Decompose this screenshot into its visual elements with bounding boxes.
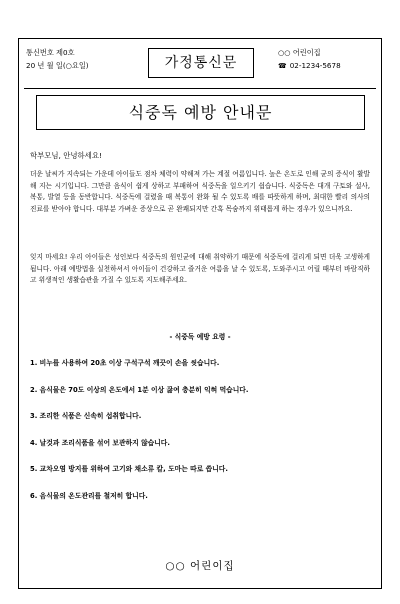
issue-date: 20 년 월 일(○요일) <box>26 61 89 70</box>
sender-phone-line <box>278 59 378 73</box>
prevention-section-title: - 식중독 예방 요령 - <box>169 333 231 341</box>
prevention-rules-list <box>30 358 370 517</box>
prevention-rule: 5. 교차오염 방지를 위하여 고기와 채소류 칼, 도마는 따로 씁니다. <box>30 465 228 473</box>
notice-title: 식중독 예방 안내문 <box>36 95 365 130</box>
sender-info <box>278 46 378 73</box>
reminder-paragraph: 잊지 마세요! 우리 아이들은 성인보다 식중독의 원인균에 대해 취약하기 때문에 식중독에 걸리게 되면 더욱 고생하게 됩니다. 아래 예방법을 실천하셔서 아이들이 건강하고 즐거운 여름을 날 수 있도록, 도와주시고 어릴 때부터 바람직하고 위생적인 생활습관을 가질 수 있도록 지도해주세요. <box>30 253 370 285</box>
letter-header <box>26 46 376 84</box>
letter-type-title: 가정통신문 <box>148 48 254 78</box>
prevention-rule: 4. 날것과 조리식품을 섞어 보관하지 않습니다. <box>30 438 170 447</box>
footer-org-name: ○○ 어린이집 <box>165 560 235 572</box>
prevention-rule: 2. 음식물은 70도 이상의 온도에서 1분 이상 끓여 충분히 익혀 먹습니다. <box>30 385 249 394</box>
sender-org: ○○ 어린이집 <box>278 48 321 57</box>
greeting: 학부모님, 안녕하세요! <box>30 151 102 160</box>
prevention-rule: 1. 비누를 사용하여 20초 이상 구석구석 깨끗이 손을 씻습니다. <box>30 359 220 367</box>
header-divider <box>24 88 376 89</box>
prevention-rule: 3. 조리한 식품은 신속히 섭취합니다. <box>30 412 142 420</box>
phone-icon: ☎ <box>278 62 287 70</box>
issue-info <box>26 46 130 72</box>
sender-phone: 02-1234-5678 <box>289 61 341 70</box>
prevention-rule: 6. 음식물의 온도관리를 철저히 합니다. <box>30 491 148 500</box>
issue-number: 통신번호 제0호 <box>26 48 75 57</box>
intro-paragraph: 더운 날씨가 지속되는 가운데 아이들도 점차 체력이 약해져 가는 계절 여름입니다. 높은 온도로 인해 균의 증식이 활발해 지는 시기입니다. 그만큼 음식이 쉽게 상하고 부패하여 식중독을 일으키기 쉽습니다. 식중독은 대개 구토와 설사, 복통, 발열 등을 동반합니다. 식중독에 걸렸을 때 복통이 완화 될 수 있도록 배를 따뜻하게 하며, 최대한 빨리 의사의 진료를 받아야 합니다. 대부분 가벼운 증상으로 곧 완쾌되지만 간혹 목숨까지 위태롭게 하는 경우가 있으니까요. <box>30 170 370 213</box>
